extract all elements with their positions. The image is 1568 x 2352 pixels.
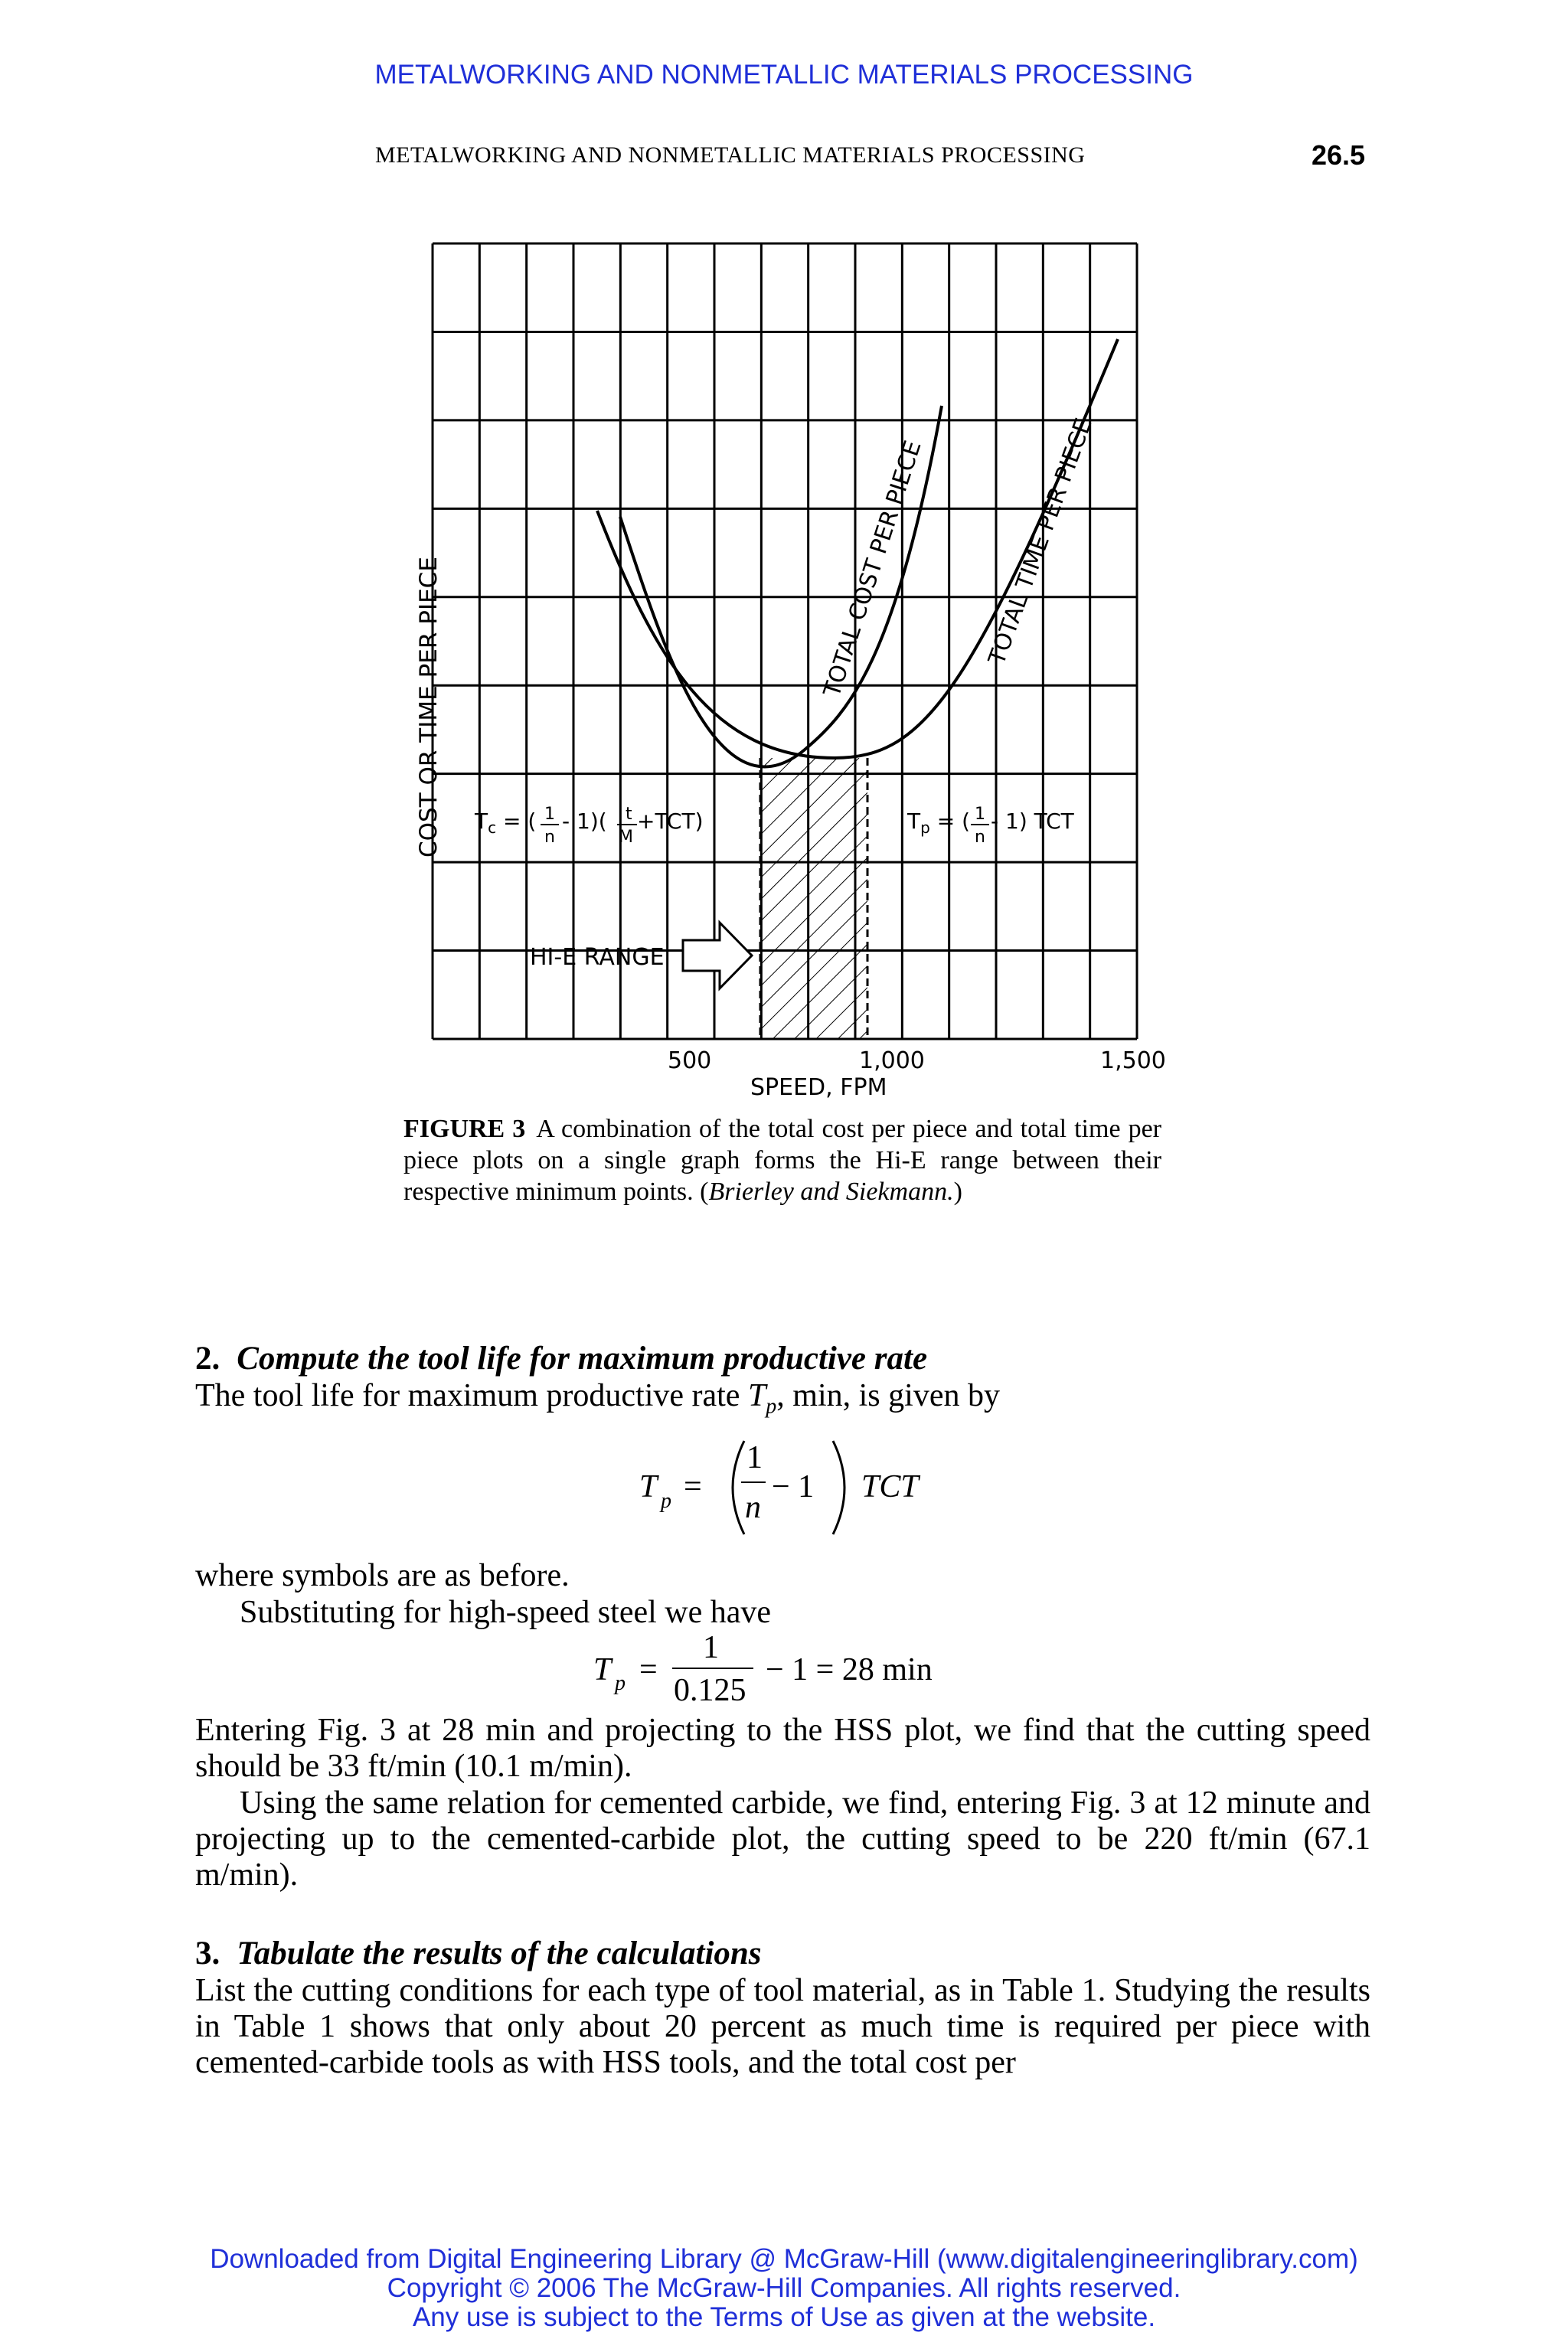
caption-label: FIGURE 3	[403, 1115, 526, 1143]
section-3-text: List the cutting conditions for each type of tool material, as in Table 1. Studying the results in Table 1 shows that only about 20 percent as much time is required per piece with cemented-carbide tools as with HSS tools, and the total cost per	[195, 1973, 1370, 2080]
x-tick-500: 500	[668, 1047, 712, 1074]
hi-e-range-label: HI-E RANGE	[530, 944, 665, 971]
footer-copyright: Copyright © 2006 The McGraw-Hill Companies. All rights reserved.	[387, 2273, 1181, 2303]
svg-text:1: 1	[975, 805, 985, 824]
carbide-paragraph: Using the same relation for cemented carbide, we find, entering Fig. 3 at 12 minute and projecting up to the cemented-carbide plot, the cutting speed to be 220 ft/min (67.1 m/min).	[195, 1785, 1370, 1893]
section-2-heading: 2. Compute the tool life for maximum productive rate	[195, 1341, 928, 1377]
time-equation	[906, 805, 1075, 847]
total-time-label: TOTAL TIME PER PIECE	[983, 414, 1098, 668]
svg-text:Tp = (: $T_p$ = (	[907, 808, 970, 837]
x-axis-label: SPEED, FPM	[750, 1074, 887, 1101]
footer-terms: Any use is subject to the Terms of Use as given at the website.	[412, 2302, 1156, 2332]
figure-3	[390, 230, 1194, 1114]
where-symbols-text: where symbols are as before.	[195, 1558, 570, 1593]
x-tick-1000: 1,000	[859, 1047, 925, 1074]
total-cost-label: TOTAL COST PER PIECE	[818, 437, 927, 701]
footer-download-link[interactable]: Downloaded from Digital Engineering Library @ McGraw-Hill (www.digitalengineeringlibrary.com)	[210, 2244, 1358, 2274]
section-2-title: Compute the tool life for maximum productive rate	[237, 1341, 928, 1377]
cost-equation	[474, 805, 704, 847]
substituting-text: Substituting for high-speed steel we have	[240, 1595, 772, 1630]
entering-paragraph: Entering Fig. 3 at 28 min and projecting to the HSS plot, we find that the cutting speed should be 33 ft/min (10.1 m/min).	[195, 1713, 1370, 1784]
page-number: 26.5	[1312, 139, 1366, 171]
figure-3-graph	[390, 230, 1194, 1110]
caption-source: Brierley and Siekmann.	[708, 1178, 954, 1206]
svg-text:1: 1	[544, 805, 555, 824]
svg-text:Tc = (: $T_c$ = (	[475, 808, 537, 837]
svg-text:+TCT): +TCT)	[637, 808, 704, 834]
svg-text:n: n	[544, 828, 555, 847]
footer	[0, 2245, 1568, 2332]
svg-text:- 1) TCT: - 1) TCT	[991, 808, 1074, 834]
section-3-title: Tabulate the results of the calculations	[237, 1936, 762, 1971]
svg-text:n: n	[975, 828, 985, 847]
svg-text:t: t	[626, 805, 632, 824]
caption-text: A combination of the total cost per piece and total time per piece plots on a single graph forms the Hi-E range between their respective minimum points. (	[403, 1115, 1161, 1206]
running-head: METALWORKING AND NONMETALLIC MATERIALS PROCESSING	[375, 142, 1086, 168]
svg-text:M: M	[619, 828, 633, 847]
source-banner: METALWORKING AND NONMETALLIC MATERIALS PROCESSING	[374, 60, 1194, 90]
figure-caption: FIGURE 3 A combination of the total cost per piece and total time per piece plots on a single graph forms the Hi-E range between their respective minimum points. (Brierley and Siekmann.)	[403, 1115, 1161, 1206]
section-3-heading: 3. Tabulate the results of the calculations	[195, 1936, 762, 1971]
hi-e-hatched-region	[760, 758, 867, 1039]
x-tick-1500: 1,500	[1100, 1047, 1166, 1074]
hi-e-arrow	[683, 923, 752, 988]
y-axis-label: COST OR TIME PER PIECE	[415, 557, 443, 858]
svg-text:- 1)(: - 1)(	[562, 808, 607, 834]
section-2-intro: The tool life for maximum productive rate $T_p$, min, is given by	[195, 1378, 1000, 1419]
